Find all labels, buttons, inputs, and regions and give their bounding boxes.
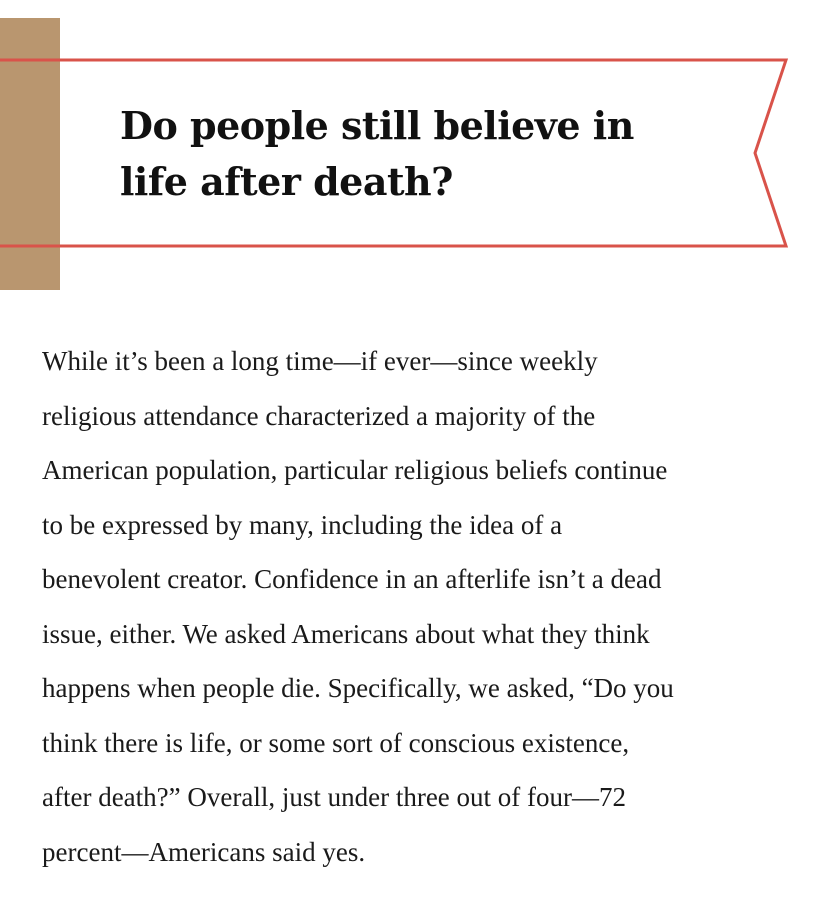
title-line-1: Do people still believe in — [120, 103, 634, 148]
body-line: think there is life, or some sort of conscious existence, — [42, 727, 630, 758]
body-line: issue, either. We asked Americans about what they think — [42, 618, 650, 649]
body-line: religious attendance characterized a majority of the — [42, 400, 596, 431]
title-line-2: life after death? — [120, 159, 453, 204]
body-line: happens when people die. Specifically, we asked, “Do you — [42, 673, 674, 703]
body-line: American population, particular religious beliefs continue — [42, 455, 668, 485]
body-line: to be expressed by many, including the idea of a — [42, 509, 563, 540]
body-line: While it’s been a long time—if ever—since weekly — [42, 346, 598, 376]
body-line: benevolent creator. Confidence in an afterlife isn’t a dead — [42, 564, 662, 594]
body-line: after death?” Overall, just under three out of four—72 — [42, 782, 627, 812]
page-title — [120, 98, 720, 210]
body-paragraph — [42, 334, 792, 879]
body-line: percent—Americans said yes. — [42, 836, 366, 867]
